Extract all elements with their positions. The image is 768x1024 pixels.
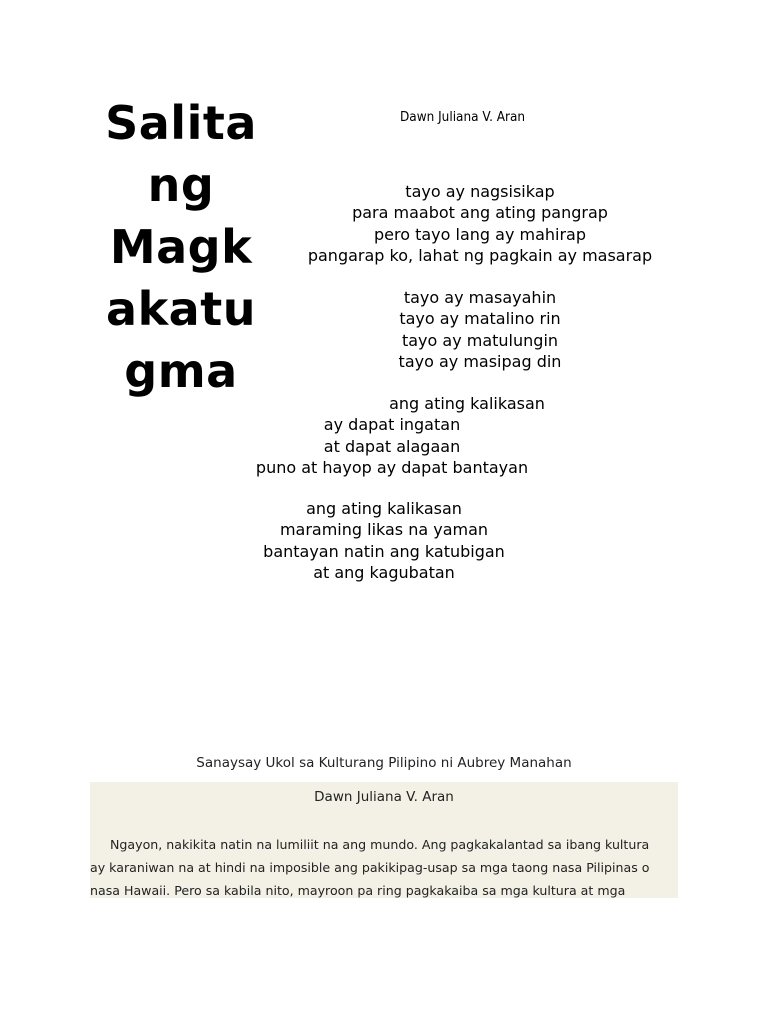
poem-title-line: ng — [147, 158, 215, 212]
poem-title-line: gma — [124, 344, 238, 398]
poem-line: tayo ay matulungin — [401, 330, 559, 350]
essay-line: Ngayon, nakikita natin na lumiliit na ang mundo. Ang pagkakalantad sa ibang kultura — [110, 837, 650, 852]
poem-line: pangarap ko, lahat ng pagkain ay masarap — [307, 245, 653, 265]
poem-line: ay dapat ingatan — [323, 415, 461, 435]
essay-title: Sanaysay Ukol sa Kulturang Pilipino ni Aubrey Manahan — [196, 755, 572, 771]
poem-line: para maabot ang ating pangrap — [352, 203, 608, 223]
essay-author: Dawn Juliana V. Aran — [314, 789, 454, 805]
poem-stanza-1 — [290, 181, 670, 266]
poem-line: tayo ay masipag din — [398, 351, 562, 371]
essay-preview-box — [90, 782, 678, 898]
poem-line: at dapat alagaan — [323, 436, 461, 456]
poem-author: Dawn Juliana V. Aran — [400, 110, 526, 125]
essay-paragraph — [90, 833, 678, 902]
essay-line: ay karaniwan na at hindi na imposible ang pakikipag-usap sa mga taong nasa Pilipinas o — [90, 860, 650, 875]
poem-line: ang ating kalikasan — [306, 499, 462, 518]
poem-stanza-4 — [224, 498, 544, 583]
poem-title-line: Salita — [105, 96, 257, 150]
essay-line: nasa Hawaii. Pero sa kabila nito, mayroon pa ring pagkakaiba sa mga kultura at mga — [90, 883, 626, 898]
poem-line: tayo ay nagsisikap — [405, 182, 555, 201]
poem-line: tayo ay masayahin — [403, 288, 557, 307]
poem-stanza-3 — [232, 393, 552, 478]
poem-line: bantayan natin ang katubigan — [263, 541, 505, 561]
poem-title-line: Magk — [109, 220, 253, 274]
poem-line: puno at hayop ay dapat bantayan — [255, 457, 529, 477]
poem-title-line: akatu — [106, 282, 256, 336]
poem-line: at ang kagubatan — [313, 562, 455, 582]
poem-line: ang ating kalikasan — [389, 394, 545, 413]
poem-line: maraming likas na yaman — [279, 520, 489, 540]
poem-title — [98, 92, 264, 402]
poem-line: tayo ay matalino rin — [399, 309, 561, 329]
poem-stanza-2 — [330, 287, 630, 372]
poem-line: pero tayo lang ay mahirap — [373, 224, 587, 244]
